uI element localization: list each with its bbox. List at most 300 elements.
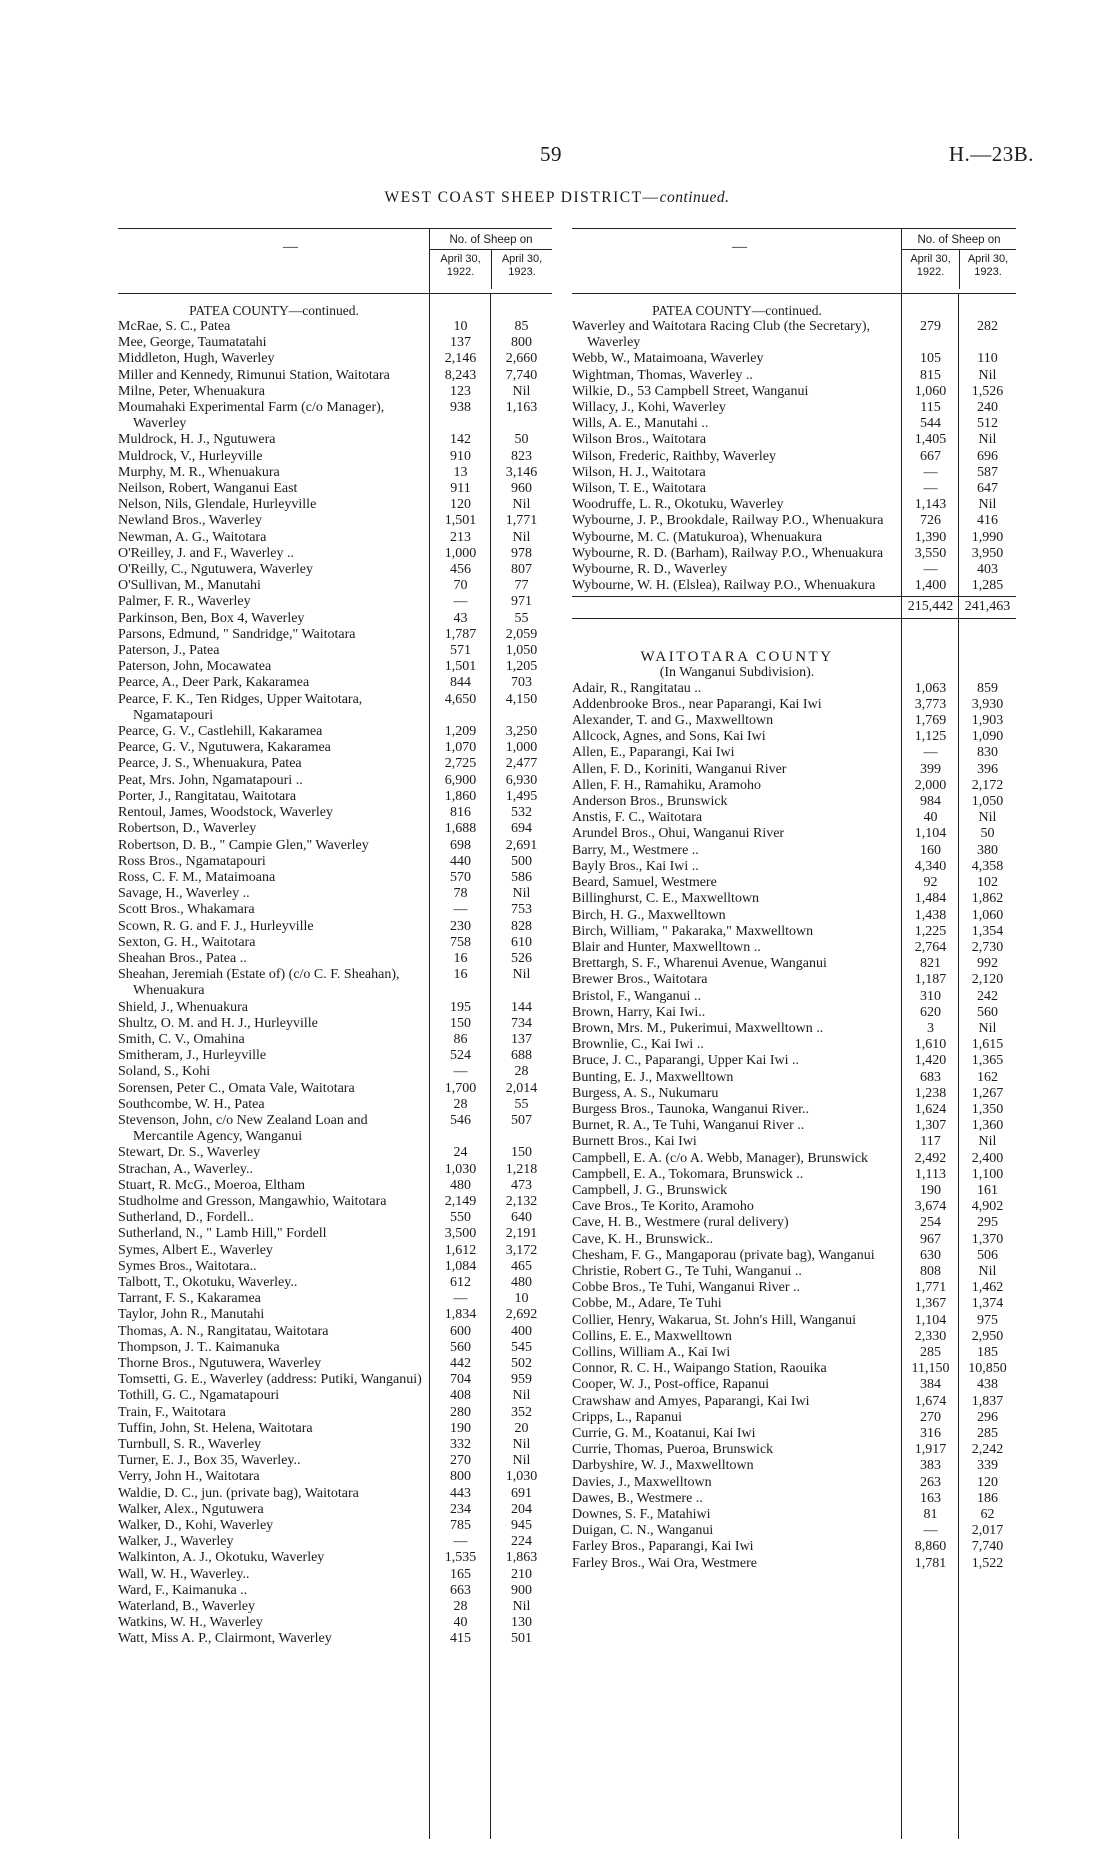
table-row — [572, 908, 1016, 924]
table-row — [572, 1134, 1016, 1150]
table-row — [118, 919, 552, 935]
sheep-1922: 1,484 — [914, 891, 947, 907]
owner-name-address: Muldrock, V., Hurleyville — [118, 448, 263, 464]
sheep-1922: 456 — [450, 562, 471, 578]
owner-name-address: Collins, E. E., Maxwelltown — [572, 1328, 732, 1344]
table-row — [118, 951, 552, 967]
sheep-1922: 150 — [450, 1015, 471, 1031]
sheep-1923: 403 — [977, 562, 998, 578]
sheep-1922: 408 — [450, 1388, 471, 1404]
owner-name-address: Sutherland, N., " Lamb Hill," Fordell — [118, 1226, 327, 1242]
sheep-1922: 117 — [920, 1134, 941, 1150]
owner-name-address: Talbott, T., Okotuku, Waverley.. — [118, 1274, 298, 1290]
sheep-1923: 1,285 — [971, 578, 1004, 594]
owner-name-address: Sexton, G. H., Waitotara — [118, 934, 256, 950]
owner-name-address: Tomsetti, G. E., Waverley (address: Putiki, Wanganui) — [118, 1372, 422, 1388]
owner-name-address: Stuart, R. McG., Moeroa, Eltham — [118, 1177, 306, 1193]
owner-name-address: Burgess Bros., Taunoka, Wanganui River.. — [572, 1101, 810, 1117]
owner-name-address: Campbell, E. A. (c/o A. Webb, Manager), Brunswick — [572, 1150, 869, 1166]
owner-name-address: Brettargh, S. F., Wharenui Avenue, Wanganui — [572, 956, 827, 972]
sheep-1923: 532 — [511, 805, 532, 821]
sheep-1922: — — [923, 464, 938, 480]
owner-name-address: Brownlie, C., Kai Iwi .. — [572, 1037, 704, 1053]
sheep-1923: 640 — [511, 1210, 532, 1226]
table-row — [118, 578, 552, 594]
sheep-1922: 24 — [453, 1145, 468, 1161]
sheep-1923: 144 — [511, 999, 532, 1015]
table-row — [572, 924, 1016, 940]
table-row — [572, 465, 1016, 481]
owner-name-address: Dawes, B., Westmere .. — [572, 1490, 703, 1506]
sheep-1922: 1,610 — [914, 1037, 947, 1053]
sheep-1922: 1,060 — [914, 383, 947, 399]
owner-name-address: Cave, H. B., Westmere (rural delivery) — [572, 1215, 789, 1231]
owner-name-address: Addenbrooke Bros., near Paparangi, Kai Iwi — [572, 696, 822, 712]
sheep-1923: 526 — [511, 950, 532, 966]
sheep-1923: 77 — [514, 578, 529, 594]
owner-name-address: Thompson, J. T.. Kaimanuka — [118, 1339, 280, 1355]
owner-name-address: Sheahan, Jeremiah (Estate of) (c/o C. F. Sheahan), Whenuakura — [118, 967, 400, 999]
table-row — [572, 972, 1016, 988]
sheep-1923: Nil — [512, 1388, 531, 1404]
sheep-1923: 830 — [977, 745, 998, 761]
sheep-1923: 691 — [511, 1485, 532, 1501]
sheep-1923: 1,218 — [505, 1161, 538, 1177]
owner-name-address: Allen, F. D., Koriniti, Wanganui River — [572, 761, 787, 777]
owner-name-address: Campbell, E. A., Tokomara, Brunswick .. — [572, 1166, 804, 1182]
sheep-1923: Nil — [512, 1599, 531, 1615]
sheep-1923: 960 — [511, 481, 532, 497]
sheep-1922: 316 — [920, 1426, 941, 1441]
sheep-1923: 4,902 — [971, 1199, 1004, 1215]
document-reference: H.—23B. — [948, 142, 1034, 166]
sheep-1923: 1,267 — [971, 1085, 1004, 1101]
owner-name-address: Brown, Harry, Kai Iwi.. — [572, 1004, 706, 1020]
sheep-1923: 161 — [977, 1182, 998, 1198]
owner-name-address: Bruce, J. C., Paparangi, Upper Kai Iwi .. — [572, 1053, 800, 1069]
sheep-1922: 190 — [920, 1182, 941, 1198]
owner-name-address: Soland, S., Kohi — [118, 1064, 211, 1080]
table-row — [118, 643, 552, 659]
sheep-1923: 502 — [511, 1356, 532, 1371]
owner-name-address: Campbell, J. G., Brunswick — [572, 1182, 728, 1198]
sheep-1923: Nil — [512, 886, 531, 902]
owner-name-address: Wybourne, M. C. (Matukuroa), Whenuakura — [572, 529, 823, 545]
sheep-1923: Nil — [512, 529, 531, 545]
table-row — [572, 400, 1016, 416]
owner-name-address: Wilson, Frederic, Raithby, Waverley — [572, 448, 776, 464]
sheep-1922: 821 — [920, 956, 941, 972]
owner-name-address: Wilson Bros., Waitotara — [572, 432, 707, 448]
column-header-1922: April 30, 1922. — [440, 253, 481, 278]
sheep-1922: 280 — [450, 1404, 471, 1420]
table-row — [118, 562, 552, 578]
sheep-1922: 1,390 — [914, 529, 947, 545]
sheep-1923: 753 — [511, 902, 532, 918]
column-header-1923: April 30, 1923. — [491, 249, 552, 289]
sheep-1922: 1,113 — [915, 1166, 946, 1182]
sheep-1922: 13 — [453, 464, 468, 480]
sheep-1922: 40 — [923, 810, 938, 826]
table-row — [572, 826, 1016, 842]
table-row — [118, 1194, 552, 1210]
sheep-1923: 396 — [977, 761, 998, 777]
table-row — [118, 1534, 552, 1550]
sheep-count-group-label: No. of Sheep on — [902, 231, 1016, 250]
table-row — [572, 1329, 1016, 1345]
owner-name-address: Darbyshire, W. J., Maxwelltown — [572, 1458, 754, 1474]
sheep-1922: 1,860 — [444, 788, 477, 804]
table-row — [118, 1000, 552, 1016]
sheep-1923: 1,615 — [971, 1037, 1004, 1053]
sheep-1922: 263 — [920, 1474, 941, 1490]
sheep-1923: 2,017 — [971, 1523, 1004, 1539]
sheep-1923: Nil — [512, 497, 531, 513]
table-row — [118, 1518, 552, 1534]
table-row — [118, 935, 552, 951]
sheep-1922: — — [453, 1291, 468, 1307]
table-row — [118, 432, 552, 448]
sheep-1922: 967 — [920, 1231, 941, 1247]
table-row — [572, 1215, 1016, 1231]
sheep-1922: 43 — [453, 610, 468, 626]
sheep-1922: 1,238 — [914, 1085, 947, 1101]
owner-name-address: O'Sullivan, M., Manutahi — [118, 578, 261, 594]
table-row — [118, 481, 552, 497]
sheep-1923: 3,930 — [971, 696, 1004, 712]
owner-name-address: Verry, John H., Waitotara — [118, 1469, 260, 1485]
sheep-1922: 92 — [923, 875, 938, 891]
sheep-1922: 4,650 — [444, 691, 477, 707]
table-row — [118, 870, 552, 886]
table-row — [572, 497, 1016, 513]
sheep-1923: Nil — [978, 1134, 997, 1150]
table-row — [118, 967, 552, 999]
sheep-1923: 282 — [977, 319, 998, 334]
table-row — [572, 1232, 1016, 1248]
owner-name-address: Cobbe, M., Adare, Te Tuhi — [572, 1296, 722, 1312]
table-row — [572, 1394, 1016, 1410]
owner-name-address: Cobbe Bros., Te Tuhi, Wanganui River .. — [572, 1280, 800, 1296]
sheep-1923: 130 — [511, 1615, 532, 1631]
sheep-1923: 110 — [977, 351, 998, 367]
sheep-1922: 1,674 — [914, 1393, 947, 1409]
sheep-1922: 1,917 — [914, 1442, 947, 1458]
table-row — [118, 594, 552, 610]
sheep-1923: 1,205 — [505, 659, 538, 675]
owner-name-address: Neilson, Robert, Wanganui East — [118, 481, 298, 497]
owner-name-address: O'Reilly, C., Ngutuwera, Waverley — [118, 562, 314, 578]
sheep-1922: 911 — [450, 481, 471, 497]
sheep-1922: 123 — [450, 383, 471, 399]
table-row — [572, 1458, 1016, 1474]
table-row — [572, 1296, 1016, 1312]
owner-name-address: Middleton, Hugh, Waverley — [118, 351, 275, 367]
sheep-1923: 416 — [977, 513, 998, 529]
owner-name-address: Taylor, John R., Manutahi — [118, 1307, 265, 1323]
sheep-1923: 28 — [514, 1064, 529, 1080]
county-total-row — [572, 596, 1016, 618]
table-row — [572, 762, 1016, 778]
sheep-1922: 86 — [453, 1031, 468, 1047]
table-row — [572, 1183, 1016, 1199]
sheep-1923: 7,740 — [971, 1539, 1004, 1555]
sheep-1923: 210 — [511, 1566, 532, 1582]
owner-name-address: Mee, George, Taumatatahi — [118, 335, 267, 351]
table-row — [118, 611, 552, 627]
owner-name-address: Porter, J., Rangitatau, Waitotara — [118, 788, 297, 804]
sheep-1922: 440 — [450, 853, 471, 869]
sheep-1922: — — [453, 902, 468, 918]
table-row — [118, 497, 552, 513]
sheep-1923: 1,365 — [971, 1053, 1004, 1069]
sheep-1923: 102 — [977, 875, 998, 891]
county-subheading: PATEA COUNTY—continued. — [652, 303, 822, 318]
sheep-1922: — — [453, 1064, 468, 1080]
table-row — [118, 1437, 552, 1453]
sheep-1922: 2,000 — [914, 777, 947, 793]
sheep-1923: 734 — [511, 1015, 532, 1031]
sheep-1922: 165 — [450, 1566, 471, 1582]
sheep-1923: 560 — [977, 1004, 998, 1020]
table-row — [118, 805, 552, 821]
table-row — [118, 465, 552, 481]
table-row — [572, 319, 1016, 351]
sheep-1922: 190 — [450, 1420, 471, 1436]
sheep-1923: Nil — [512, 383, 531, 399]
table-header — [118, 229, 552, 294]
sheep-1922: — — [923, 745, 938, 761]
table-row — [118, 1259, 552, 1275]
table-row — [118, 1324, 552, 1340]
table-row — [118, 789, 552, 805]
sheep-1923: 1,354 — [971, 923, 1004, 939]
table-row — [118, 1356, 552, 1372]
sheep-1922: 1,104 — [914, 826, 947, 842]
sheep-1922: 285 — [920, 1344, 941, 1360]
sheep-1922: 2,330 — [914, 1328, 947, 1344]
table-row — [572, 1151, 1016, 1167]
sheep-count-header — [901, 229, 1016, 293]
sheep-1922: 1,125 — [914, 729, 947, 745]
sheep-1922: 800 — [450, 1469, 471, 1485]
sheep-1922: 70 — [453, 578, 468, 594]
sheep-1923: 1,090 — [971, 729, 1004, 745]
sheep-1923: 828 — [511, 918, 532, 934]
owner-name-address: Blair and Hunter, Maxwelltown .. — [572, 939, 761, 955]
table-row — [118, 546, 552, 562]
table-row — [572, 1426, 1016, 1442]
table-row — [118, 1453, 552, 1469]
table-row — [572, 1377, 1016, 1393]
owner-name-address: Tarrant, F. S., Kakaramea — [118, 1291, 261, 1307]
owner-name-address: Chesham, F. G., Mangaporau (private bag), Wanganui — [572, 1247, 875, 1263]
owner-name-address: Ross, C. F. M., Mataimoana — [118, 869, 276, 885]
sheep-1923: 7,740 — [505, 367, 538, 383]
sheep-1923: 587 — [977, 464, 998, 480]
sheep-1922: 1,187 — [914, 972, 947, 988]
owner-name-address: Farley Bros., Wai Ora, Westmere — [572, 1555, 758, 1571]
sheep-1922: 142 — [450, 432, 471, 448]
header-dash: — — [732, 239, 747, 255]
waitotara-rows — [572, 681, 1016, 1572]
owner-name-address: Cave Bros., Te Korito, Aramoho — [572, 1199, 754, 1215]
table-row — [572, 1280, 1016, 1296]
owner-name-address: Strachan, A., Waverley.. — [118, 1161, 253, 1177]
owner-name-address: Webb, W., Mataimoana, Waverley — [572, 351, 764, 367]
table-row — [118, 886, 552, 902]
table-row — [118, 1486, 552, 1502]
table-row — [118, 449, 552, 465]
owner-name-address: Pearce, G. V., Castlehill, Kakaramea — [118, 724, 323, 740]
sheep-1923: 2,691 — [505, 837, 538, 853]
table-row — [572, 449, 1016, 465]
sheep-1923: 501 — [511, 1631, 532, 1647]
sheep-1923: 352 — [511, 1404, 532, 1420]
owner-name-address: Davies, J., Maxwelltown — [572, 1474, 712, 1490]
table-row — [572, 729, 1016, 745]
sheep-1923: 380 — [977, 842, 998, 858]
sheep-1922: 816 — [450, 805, 471, 821]
owner-name-address: McRae, S. C., Patea — [118, 319, 231, 334]
sheep-1922: 1,501 — [444, 513, 477, 529]
owner-name-address: Billinghurst, C. E., Maxwelltown — [572, 891, 760, 907]
sheep-1922: 384 — [920, 1377, 941, 1393]
sheep-1922: 11,150 — [911, 1361, 950, 1377]
sheep-1922: 620 — [920, 1004, 941, 1020]
owner-name-address: Paterson, John, Mocawatea — [118, 659, 272, 675]
sheep-1922: 984 — [920, 794, 941, 810]
owner-name-address: Studholme and Gresson, Mangawhio, Waitotara — [118, 1193, 387, 1209]
sheep-1923: 2,191 — [505, 1226, 538, 1242]
sheep-1922: 399 — [920, 761, 941, 777]
owner-name-address: Paterson, J., Patea — [118, 643, 220, 659]
sheep-1923: 1,863 — [505, 1550, 538, 1566]
table-row — [572, 1070, 1016, 1086]
sheep-1923: 1,526 — [971, 383, 1004, 399]
table-row — [118, 1210, 552, 1226]
table-row — [572, 794, 1016, 810]
sheep-1922: 105 — [920, 351, 941, 367]
table-row — [118, 1615, 552, 1631]
owner-name-address: Scott Bros., Whakamara — [118, 902, 255, 918]
sheep-1922: 910 — [450, 448, 471, 464]
owner-name-address: Duigan, C. N., Wanganui — [572, 1523, 714, 1539]
sheep-1923: 150 — [511, 1145, 532, 1161]
sheep-1923: 50 — [514, 432, 529, 448]
owner-name-address: Pearce, J. S., Whenuakura, Patea — [118, 756, 302, 772]
owner-name-address: Smith, C. V., Omahina — [118, 1031, 245, 1047]
sheep-1923: Nil — [512, 1437, 531, 1453]
sheep-1922: 938 — [450, 400, 471, 416]
sheep-1922: 1,367 — [914, 1296, 947, 1312]
table-row — [118, 1291, 552, 1307]
sheep-1923: 296 — [977, 1409, 998, 1425]
table-row — [118, 400, 552, 432]
table-row — [572, 1086, 1016, 1102]
owner-name-address: Tuffin, John, St. Helena, Waitotara — [118, 1420, 313, 1436]
sheep-1923: 20 — [514, 1420, 529, 1436]
page-number: 59 — [540, 142, 562, 166]
sheep-1922: 758 — [450, 934, 471, 950]
sheep-1922: 698 — [450, 837, 471, 853]
table-row — [572, 1345, 1016, 1361]
sheep-1922: 570 — [450, 869, 471, 885]
table-row — [118, 740, 552, 756]
sheep-1922: 3,550 — [914, 545, 947, 561]
sheep-1923: Nil — [978, 1263, 997, 1279]
sheep-1923: 295 — [977, 1215, 998, 1231]
sheep-1923: Nil — [978, 432, 997, 448]
table-row — [118, 368, 552, 384]
table-row — [572, 859, 1016, 875]
sheep-1922: 28 — [453, 1096, 468, 1112]
owner-name-address: Robertson, D. B., " Campie Glen," Waverley — [118, 837, 369, 853]
sheep-1923: 1,100 — [971, 1166, 1004, 1182]
owner-name-address: Allen, E., Paparangi, Kai Iwi — [572, 745, 735, 761]
sheep-1923: 1,990 — [971, 529, 1004, 545]
sheep-1923: 10 — [514, 1291, 529, 1307]
owner-name-address: Parkinson, Ben, Box 4, Waverley — [118, 610, 305, 626]
sheep-1922: — — [453, 1534, 468, 1550]
table-row — [572, 681, 1016, 697]
owner-name-address: Wills, A. E., Manutahi .. — [572, 416, 709, 432]
table-row — [118, 1275, 552, 1291]
sheep-1923: 1,360 — [971, 1118, 1004, 1134]
sheep-1923: 185 — [977, 1344, 998, 1360]
table-row — [118, 659, 552, 675]
left-rows — [118, 303, 552, 1648]
sheep-1922: 254 — [920, 1215, 941, 1231]
owner-name-address: Murphy, M. R., Whenuakura — [118, 464, 280, 480]
table-row — [572, 989, 1016, 1005]
sheep-1922: 571 — [450, 643, 471, 659]
sheep-1923: 1,374 — [971, 1296, 1004, 1312]
sheep-1922: 3,500 — [444, 1226, 477, 1242]
table-row — [118, 627, 552, 643]
owner-name-address: Turnbull, S. R., Waverley — [118, 1437, 262, 1453]
sheep-1923: 959 — [511, 1372, 532, 1388]
owner-name-address: Brewer Bros., Waitotara — [572, 972, 708, 988]
table-row — [572, 416, 1016, 432]
owner-name-address: O'Reilley, J. and F., Waverley .. — [118, 545, 295, 561]
owner-name-address: Arundel Bros., Ohui, Wanganui River — [572, 826, 785, 842]
section-title — [0, 189, 1114, 207]
owner-name-address: Wall, W. H., Waverley.. — [118, 1566, 250, 1582]
table-row — [118, 1631, 552, 1647]
sheep-1922: 115 — [920, 400, 941, 416]
sheep-1922: 1,307 — [914, 1118, 947, 1134]
sheep-1922: 16 — [453, 967, 468, 983]
owner-name-address: Bayly Bros., Kai Iwi .. — [572, 858, 699, 874]
table-row — [118, 1421, 552, 1437]
sheep-1923: 507 — [511, 1112, 532, 1128]
sheep-1922: 78 — [453, 886, 468, 902]
table-row — [572, 1199, 1016, 1215]
owner-name-address: Beard, Samuel, Westmere — [572, 875, 717, 891]
sheep-count-header — [429, 229, 552, 293]
owner-name-address: Miller and Kennedy, Rimunui Station, Waitotara — [118, 367, 390, 383]
table-row — [118, 821, 552, 837]
owner-name-address: Nelson, Nils, Glendale, Hurleyville — [118, 497, 317, 513]
owner-name-address: Birch, William, " Pakaraka," Maxwelltown — [572, 923, 814, 939]
sheep-1922: 808 — [920, 1263, 941, 1279]
table-row — [118, 1567, 552, 1583]
owner-name-address: Train, F., Waitotara — [118, 1404, 226, 1420]
sheep-1923: 2,014 — [505, 1080, 538, 1096]
owner-name-address: Ward, F., Kaimanuka .. — [118, 1582, 248, 1598]
owner-name-address: Southcombe, W. H., Patea — [118, 1096, 265, 1112]
